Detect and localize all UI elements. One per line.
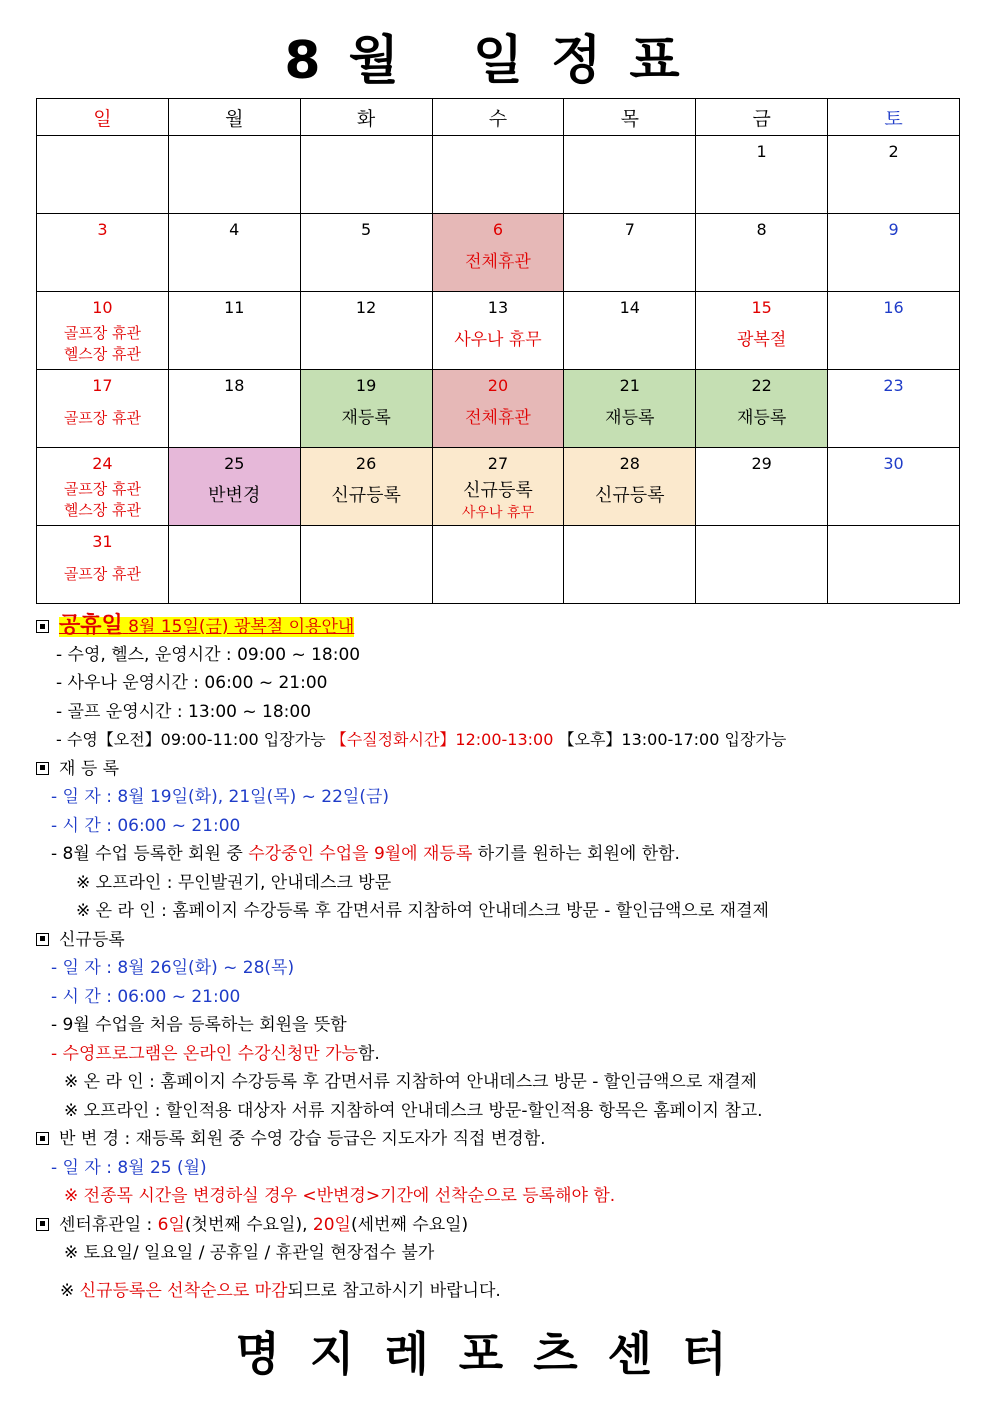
square-bullet-icon	[36, 762, 49, 775]
event-label: 신규등록	[595, 485, 665, 506]
day-number: 16	[883, 298, 904, 317]
day-cell-rereg	[696, 370, 828, 448]
event-label: 골프장 휴관	[63, 565, 142, 583]
newreg-desc: - 9월 수업을 처음 등록하는 회원을 뜻함	[51, 1015, 347, 1035]
rereg-desc-c: 하기를 원하는 회원에 한함.	[477, 844, 680, 864]
weekday-tue: 화	[300, 99, 432, 136]
classchange-heading	[36, 1125, 966, 1154]
classchange-warning: ※ 전종목 시간을 변경하실 경우 <반변경>기간에 선착순으로 등록해야 함.	[64, 1186, 616, 1206]
newreg-offline: ※ 오프라인 : 할인적용 대상자 서류 지참하여 안내데스크 방문-할인적용 항목은 홈페이지 참고.	[64, 1100, 763, 1121]
day-number: 22	[751, 376, 772, 395]
day-cell	[696, 136, 828, 214]
day-number: 6	[492, 220, 504, 239]
day-number: 10	[92, 298, 113, 317]
weekday-thu: 목	[564, 99, 696, 136]
event-line: 헬스장 휴관	[63, 501, 142, 519]
rereg-date: - 일 자 : 8월 19일(화), 21일(목) ~ 22일(금)	[51, 787, 390, 807]
day-cell	[168, 526, 300, 604]
swim-afternoon: 【오후】13:00-17:00 입장가능	[558, 730, 787, 749]
day-number: 29	[751, 454, 772, 473]
event-label: 골프장 휴관	[63, 409, 142, 427]
event-label	[37, 479, 168, 521]
center-name-footer: 명지레포츠센터	[235, 1327, 757, 1381]
closed-day-1-note: (첫번째 수요일),	[184, 1214, 308, 1235]
event-label: 신규등록	[463, 480, 533, 501]
day-number: 23	[883, 376, 904, 395]
event-label: 광복절	[737, 330, 787, 350]
day-number: 11	[224, 298, 245, 317]
day-cell	[37, 370, 169, 448]
event-label: 사우나 휴무	[454, 330, 542, 350]
day-number: 12	[355, 298, 377, 317]
day-cell	[564, 136, 696, 214]
day-number: 14	[619, 298, 640, 317]
event-label: 재등록	[737, 408, 787, 428]
final-note	[36, 1277, 966, 1306]
day-cell	[300, 526, 432, 604]
event-label: 신규등록	[331, 485, 401, 506]
holiday-highlight	[59, 613, 355, 638]
classchange-title: 반 변 경 : 재등록 회원 중 수영 강습 등급은 지도자가 직접 변경함.	[59, 1129, 546, 1149]
event-label: 재등록	[341, 408, 391, 428]
event-label: 재등록	[605, 408, 655, 428]
calendar-table	[36, 98, 960, 604]
weekday-sun: 일	[37, 99, 169, 136]
day-cell	[300, 136, 432, 214]
rereg-offline: ※ 오프라인 : 무인발권기, 안내데스크 방문	[76, 872, 392, 893]
swim-morning: - 수영【오전】09:00-11:00 입장가능	[56, 730, 326, 749]
day-cell	[564, 292, 696, 370]
day-cell	[696, 292, 828, 370]
day-cell-closed	[432, 214, 564, 292]
event-line: 헬스장 휴관	[63, 345, 142, 363]
final-note-highlight: 신규등록은 선착순으로 마감	[79, 1280, 288, 1301]
square-bullet-icon	[36, 1218, 49, 1231]
event-line: 골프장 휴관	[63, 324, 142, 342]
holiday-line: - 수영, 헬스, 운영시간 : 09:00 ~ 18:00	[56, 644, 361, 665]
day-cell	[37, 214, 169, 292]
holiday-line: - 사우나 운영시간 : 06:00 ~ 21:00	[56, 673, 328, 693]
day-cell	[828, 214, 960, 292]
day-cell-newreg	[300, 448, 432, 526]
day-number: 3	[97, 220, 108, 239]
day-number: 8	[756, 220, 767, 239]
rereg-online: ※ 온 라 인 : 홈페이지 수강등록 후 감면서류 지참하여 안내데스크 방문 - 할인금액으로 재결제	[76, 901, 769, 921]
week-row	[37, 526, 960, 604]
day-cell	[168, 292, 300, 370]
day-cell-newreg	[432, 448, 564, 526]
day-number: 5	[361, 220, 372, 239]
day-cell	[37, 448, 169, 526]
day-cell	[432, 292, 564, 370]
day-number: 15	[751, 298, 772, 317]
rereg-desc-a: - 8월 수업 등록한 회원 중	[51, 844, 243, 864]
day-number: 13	[487, 298, 509, 317]
day-number: 31	[92, 532, 113, 551]
closed-day-2: 20일	[312, 1214, 351, 1235]
weekday-wed: 수	[432, 99, 564, 136]
day-number: 7	[624, 220, 635, 239]
day-cell	[432, 136, 564, 214]
day-cell	[828, 292, 960, 370]
day-cell	[564, 214, 696, 292]
page-title: 8월 일정표	[284, 31, 708, 91]
week-row	[37, 136, 960, 214]
day-cell	[168, 370, 300, 448]
day-number: 27	[487, 454, 509, 473]
day-number: 30	[883, 454, 904, 473]
day-cell	[696, 214, 828, 292]
day-cell-rereg	[300, 370, 432, 448]
square-bullet-icon	[36, 1132, 49, 1145]
newreg-time: - 시 간 : 06:00 ~ 21:00	[51, 986, 241, 1007]
closed-day-2-note: (세번째 수요일)	[350, 1214, 469, 1235]
newreg-title: 신규등록	[59, 929, 125, 950]
event-label	[37, 323, 168, 365]
day-number: 24	[92, 454, 113, 473]
day-cell	[37, 526, 169, 604]
classchange-date: - 일 자 : 8월 25 (월)	[51, 1157, 207, 1178]
holiday-badge: 공휴일	[59, 613, 123, 638]
day-cell	[300, 292, 432, 370]
week-row	[37, 292, 960, 370]
day-cell	[564, 526, 696, 604]
week-row	[37, 448, 960, 526]
day-number: 18	[224, 376, 245, 395]
final-note-rest: 되므로 참고하시기 바랍니다.	[287, 1280, 501, 1301]
newreg-swim-b: 함.	[357, 1043, 380, 1064]
rereg-title: 재 등 록	[59, 758, 120, 779]
day-number: 1	[756, 142, 767, 161]
rereg-desc	[36, 840, 966, 869]
event-line: 골프장 휴관	[63, 480, 142, 498]
square-bullet-icon	[36, 620, 49, 633]
day-number: 19	[355, 376, 377, 395]
newreg-heading	[36, 926, 966, 955]
day-number: 28	[619, 454, 640, 473]
day-cell-closed	[432, 370, 564, 448]
day-number: 4	[229, 220, 240, 239]
day-cell	[828, 448, 960, 526]
event-label: 전체휴관	[465, 252, 531, 272]
square-bullet-icon	[36, 933, 49, 946]
day-cell-newreg	[564, 448, 696, 526]
day-cell	[432, 526, 564, 604]
closed-heading	[36, 1211, 966, 1240]
day-number: 2	[888, 142, 899, 161]
day-number: 25	[224, 454, 245, 473]
day-cell-rereg	[564, 370, 696, 448]
day-cell	[696, 448, 828, 526]
notes-section	[36, 612, 966, 1305]
event-label: 전체휴관	[465, 408, 531, 428]
newreg-date: - 일 자 : 8월 26일(화) ~ 28(목)	[51, 958, 295, 978]
day-number: 21	[619, 376, 640, 395]
rereg-time: - 시 간 : 06:00 ~ 21:00	[51, 815, 241, 836]
day-cell	[828, 136, 960, 214]
day-cell	[300, 214, 432, 292]
day-cell	[168, 214, 300, 292]
day-cell-classchange	[168, 448, 300, 526]
rereg-heading	[36, 755, 966, 784]
day-cell	[37, 136, 169, 214]
day-cell	[828, 370, 960, 448]
day-cell	[696, 526, 828, 604]
day-cell	[168, 136, 300, 214]
holiday-line	[36, 726, 966, 755]
day-cell	[37, 292, 169, 370]
holiday-title: 8월 15일(금) 광복절 이용안내	[128, 617, 355, 637]
weekday-header-row	[37, 99, 960, 136]
day-number: 26	[355, 454, 377, 473]
final-mark: ※	[60, 1280, 75, 1301]
day-number: 17	[92, 376, 113, 395]
newreg-swim-a: - 수영프로그램은 온라인 수강신청만 가능	[51, 1043, 358, 1064]
holiday-line: - 골프 운영시간 : 13:00 ~ 18:00	[56, 701, 312, 722]
closed-day-1: 6일	[157, 1214, 185, 1235]
newreg-online: ※ 온 라 인 : 홈페이지 수강등록 후 감면서류 지참하여 안내데스크 방문 - 할인금액으로 재결제	[64, 1072, 757, 1092]
weekday-fri: 금	[696, 99, 828, 136]
day-number: 9	[888, 220, 899, 239]
closed-label: 센터휴관일 :	[59, 1214, 153, 1235]
rereg-desc-b: 수강중인 수업을 9월에 재등록	[248, 844, 473, 864]
newreg-swim	[36, 1040, 966, 1069]
swim-cleaning: 【수질정화시간】12:00-13:00	[330, 730, 554, 749]
weekday-sat: 토	[828, 99, 960, 136]
event-label: 사우나 휴무	[461, 505, 534, 521]
event-label: 반변경	[208, 485, 261, 506]
day-cell	[828, 526, 960, 604]
weekday-mon: 월	[168, 99, 300, 136]
week-row	[37, 214, 960, 292]
closed-note: ※ 토요일/ 일요일 / 공휴일 / 휴관일 현장접수 불가	[64, 1243, 435, 1263]
week-row	[37, 370, 960, 448]
day-number: 20	[487, 376, 509, 395]
holiday-heading	[36, 612, 966, 641]
